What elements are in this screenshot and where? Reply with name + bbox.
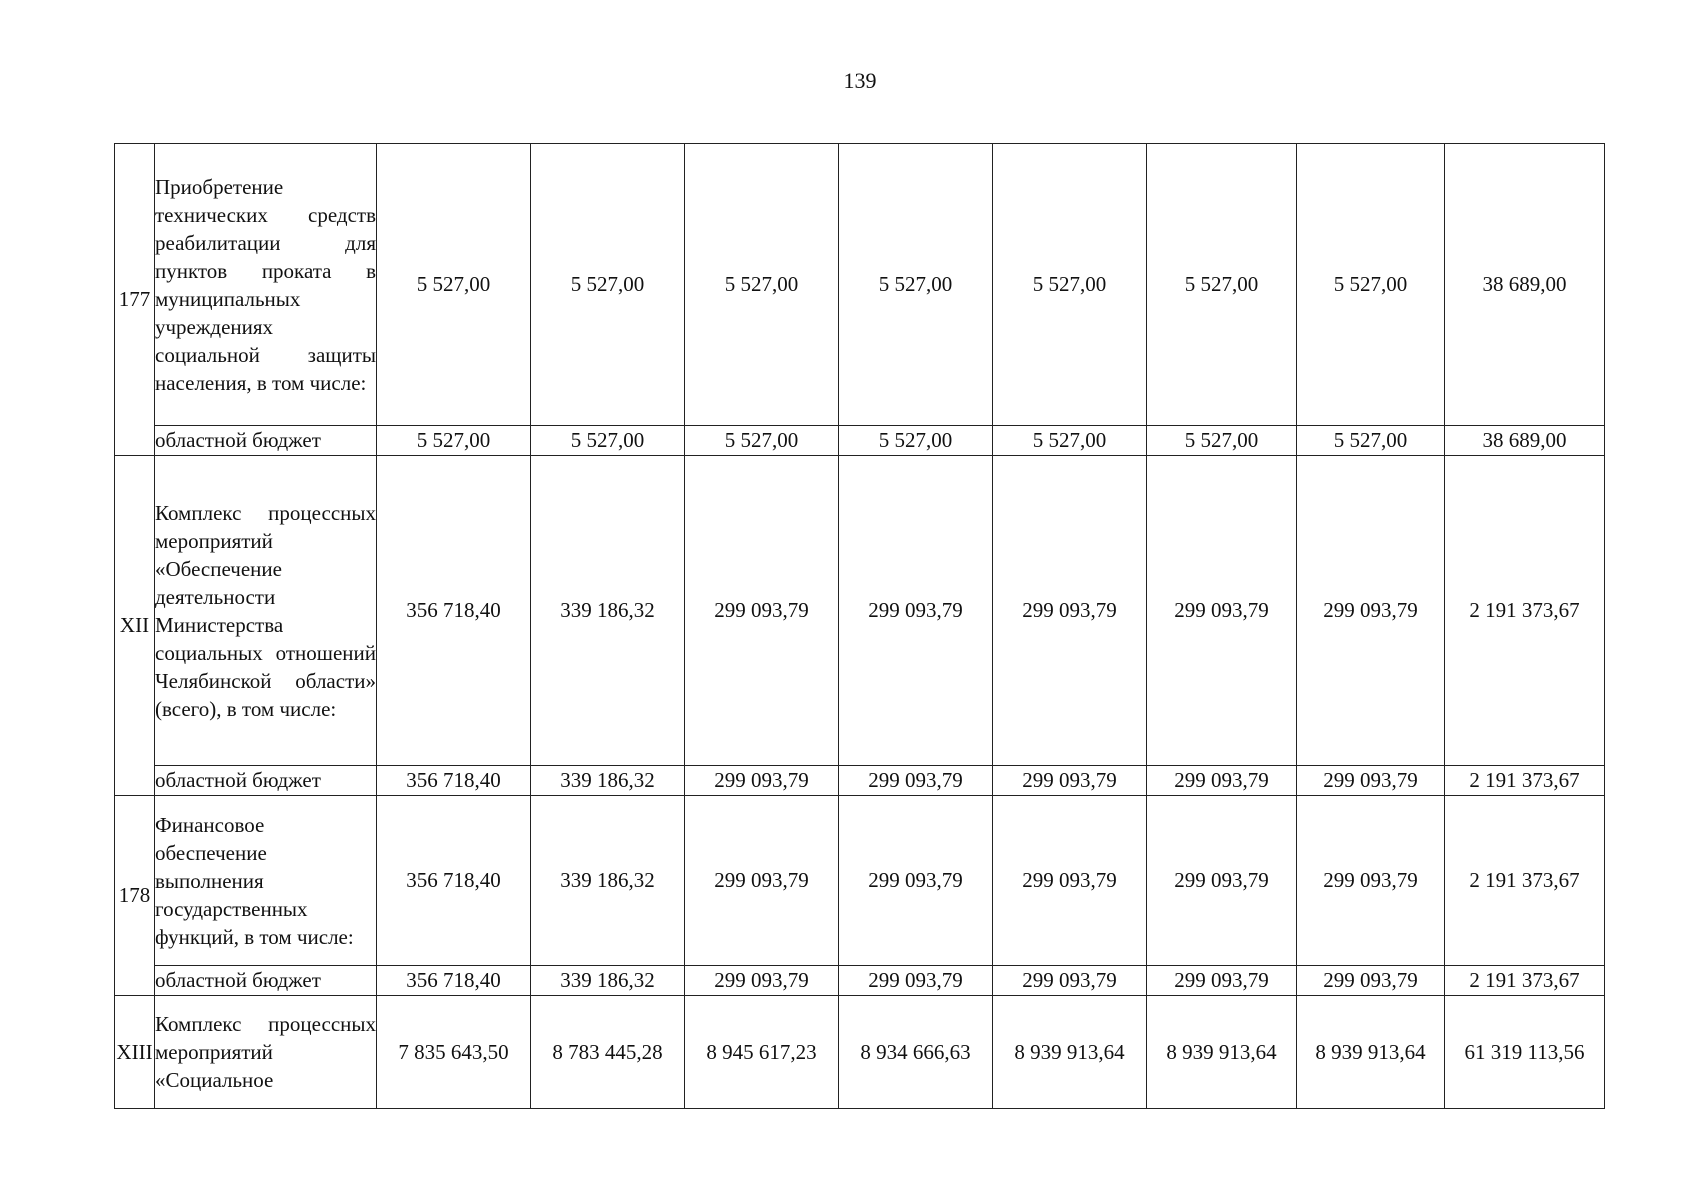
value-cell: 8 945 617,23: [685, 996, 839, 1109]
value-cell: 299 093,79: [993, 796, 1147, 966]
value-cell: 8 934 666,63: [839, 996, 993, 1109]
row-number: 177: [115, 144, 155, 456]
value-cell: 356 718,40: [377, 966, 531, 996]
row-description: Комплекс процессных мероприятий «Обеспечение деятельности Министерства социальных отношений Челябинской области» (всего), в том числе:: [155, 456, 377, 766]
value-cell: 5 527,00: [1147, 426, 1297, 456]
total-cell: 2 191 373,67: [1445, 766, 1605, 796]
row-description: Комплекс процессных мероприятий «Социальное: [155, 996, 377, 1109]
value-cell: 7 835 643,50: [377, 996, 531, 1109]
total-cell: 38 689,00: [1445, 426, 1605, 456]
table-row: [115, 144, 1605, 426]
value-cell: 299 093,79: [1297, 966, 1445, 996]
value-cell: 5 527,00: [685, 426, 839, 456]
value-cell: 339 186,32: [531, 766, 685, 796]
value-cell: 5 527,00: [993, 144, 1147, 426]
table-row: [115, 456, 1605, 766]
value-cell: 339 186,32: [531, 456, 685, 766]
value-cell: 299 093,79: [993, 456, 1147, 766]
value-cell: 5 527,00: [839, 144, 993, 426]
value-cell: 5 527,00: [839, 426, 993, 456]
table-subrow: [115, 766, 1605, 796]
total-cell: 2 191 373,67: [1445, 456, 1605, 766]
row-description: Финансовое обеспечение выполнения государственных функций, в том числе:: [155, 796, 377, 966]
value-cell: 356 718,40: [377, 796, 531, 966]
value-cell: 299 093,79: [1297, 766, 1445, 796]
total-cell: 2 191 373,67: [1445, 966, 1605, 996]
value-cell: 299 093,79: [1147, 966, 1297, 996]
value-cell: 299 093,79: [993, 766, 1147, 796]
page-number: 139: [843, 68, 877, 93]
value-cell: 339 186,32: [531, 966, 685, 996]
table-subrow: [115, 426, 1605, 456]
total-cell: 61 319 113,56: [1445, 996, 1605, 1109]
value-cell: 299 093,79: [1297, 796, 1445, 966]
value-cell: 5 527,00: [993, 426, 1147, 456]
value-cell: 299 093,79: [839, 796, 993, 966]
value-cell: 299 093,79: [1297, 456, 1445, 766]
value-cell: 8 939 913,64: [993, 996, 1147, 1109]
value-cell: 8 939 913,64: [1147, 996, 1297, 1109]
row-number: 178: [115, 796, 155, 996]
subrow-label: областной бюджет: [155, 966, 377, 996]
subrow-label: областной бюджет: [155, 426, 377, 456]
value-cell: 5 527,00: [685, 144, 839, 426]
table-row: [115, 796, 1605, 966]
row-description: Приобретение технических средств реабилитации для пунктов проката в муниципальных учреждениях социальной защиты населения, в том числе:: [155, 144, 377, 426]
value-cell: 5 527,00: [531, 144, 685, 426]
value-cell: 299 093,79: [685, 966, 839, 996]
value-cell: 299 093,79: [839, 766, 993, 796]
value-cell: 299 093,79: [685, 796, 839, 966]
total-cell: 2 191 373,67: [1445, 796, 1605, 966]
value-cell: 299 093,79: [993, 966, 1147, 996]
row-number: XIII: [115, 996, 155, 1109]
value-cell: 299 093,79: [1147, 456, 1297, 766]
value-cell: 5 527,00: [1297, 426, 1445, 456]
value-cell: 8 939 913,64: [1297, 996, 1445, 1109]
value-cell: 299 093,79: [1147, 796, 1297, 966]
value-cell: 8 783 445,28: [531, 996, 685, 1109]
total-cell: 38 689,00: [1445, 144, 1605, 426]
value-cell: 356 718,40: [377, 456, 531, 766]
value-cell: 5 527,00: [377, 426, 531, 456]
value-cell: 339 186,32: [531, 796, 685, 966]
row-number: XII: [115, 456, 155, 796]
value-cell: 299 093,79: [839, 456, 993, 766]
value-cell: 299 093,79: [685, 766, 839, 796]
table-row: [115, 996, 1605, 1109]
subrow-label: областной бюджет: [155, 766, 377, 796]
value-cell: 5 527,00: [1297, 144, 1445, 426]
table-subrow: [115, 966, 1605, 996]
value-cell: 356 718,40: [377, 766, 531, 796]
value-cell: 299 093,79: [685, 456, 839, 766]
value-cell: 299 093,79: [1147, 766, 1297, 796]
value-cell: 5 527,00: [531, 426, 685, 456]
value-cell: 5 527,00: [377, 144, 531, 426]
value-cell: 299 093,79: [839, 966, 993, 996]
value-cell: 5 527,00: [1147, 144, 1297, 426]
budget-table: [114, 143, 1605, 1109]
